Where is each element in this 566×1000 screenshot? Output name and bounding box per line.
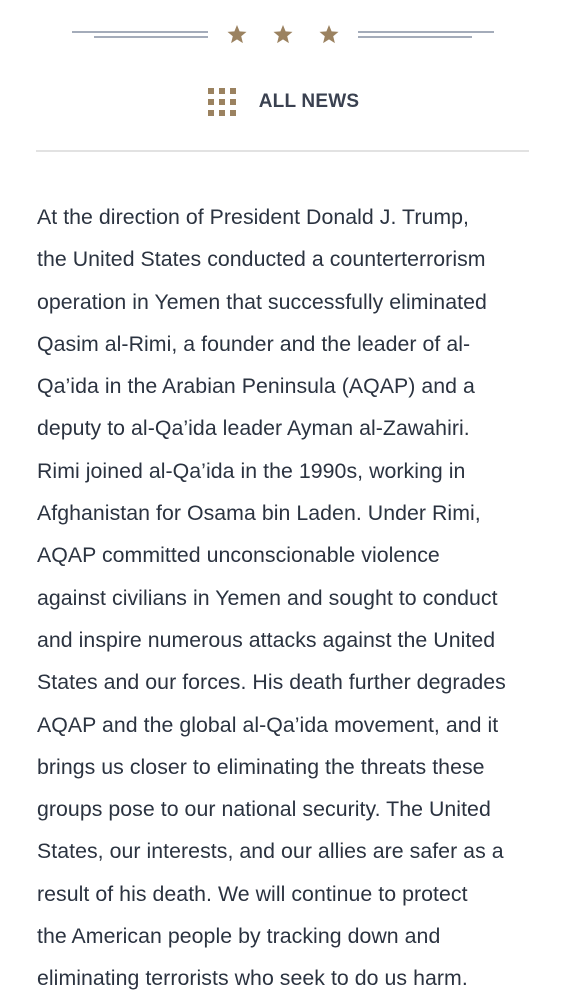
all-news-label: ALL NEWS (258, 91, 360, 112)
stars-divider (0, 18, 566, 52)
article-body: At the direction of President Donald J. Trump, the United States conducted a counterterrorism operation in Yemen that successfully eliminated Qasim al-Rimi, a founder and the leader of al- Qa’ida in the Arabian Peninsula (AQAP) and a deputy to al-Qa’ida leader Ayman al-Zawahiri. Rimi joined al-Qa’ida in the 1990s, working in Afghanistan for Osama bin Laden. Under Rimi, AQAP committed unconscionable violence against civilians in Yemen and sought to conduct and inspire numerous attacks against the United States and our forces. His death further degrades AQAP and the global al-Qa’ida movement, and it brings us closer to eliminating the threats these groups pose to our national security. The United States, our interests, and our allies are safer as a result of his death. We will continue to protect the American people by tracking down and eliminating terrorists who seek to do us harm. (37, 205, 506, 991)
star-icon (320, 25, 339, 43)
star-icon (228, 25, 247, 43)
star-icon (274, 25, 293, 43)
stars-rule-graphic (0, 18, 566, 52)
all-news-link[interactable] (0, 86, 566, 118)
grid-icon (207, 87, 237, 117)
header-divider (36, 150, 529, 152)
